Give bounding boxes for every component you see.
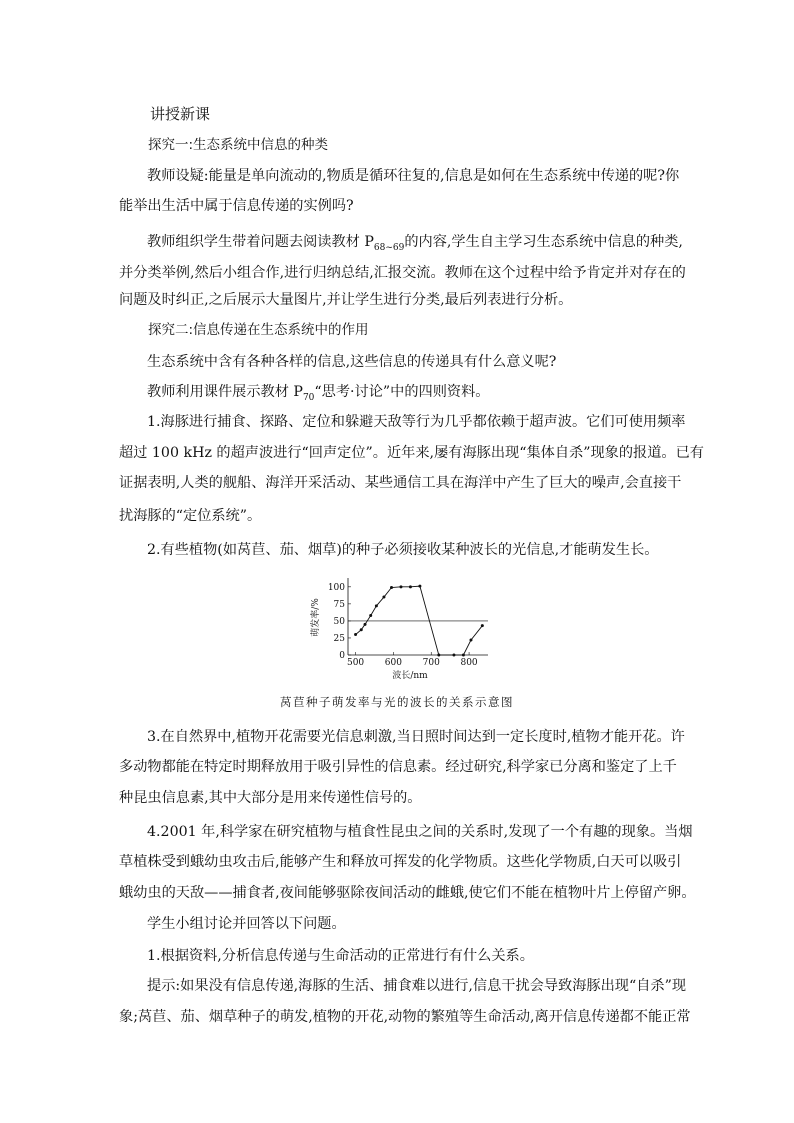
text: 教师利用课件展示教材 P	[147, 384, 303, 400]
x-axis-label: 波长/nm	[392, 671, 428, 681]
series-line	[356, 586, 483, 655]
data-point	[382, 596, 385, 599]
y-tick-label: 100	[327, 582, 345, 593]
material-4: 4.2001 年,科学家在研究植物与植食性昆虫之间的关系时,发现了一个有趣的现象。当烟	[147, 824, 693, 840]
text: “思考·讨论”中的四则资料。	[314, 384, 490, 400]
data-point	[354, 633, 357, 636]
data-point	[462, 654, 465, 657]
chart-caption: 莴苣种子萌发率与光的波长的关系示意图	[280, 695, 514, 709]
paragraph: 生态系统中含有各种各样的信息,这些信息的传递具有什么意义呢?	[147, 354, 557, 370]
question-1: 1.根据资料,分析信息传递与生命活动的正常进行有什么关系。	[147, 948, 534, 964]
y-tick-label: 75	[333, 599, 345, 610]
data-point	[360, 628, 363, 631]
paragraph: 并分类举例,然后小组合作,进行归纳总结,汇报交流。教师在这个过程中给予肯定并对存在的	[119, 265, 686, 281]
data-point	[481, 624, 484, 627]
data-point	[437, 654, 440, 657]
material-1: 超过 100 kHz 的超声波进行“回声定位”。近年来,屡有海豚出现“集体自杀”现象的报道。已有	[119, 445, 704, 461]
material-4: 蛾幼虫的天敌——捕食者,夜间能够驱除夜间活动的雌蛾,使它们不能在植物叶片上停留产卵。	[119, 885, 696, 901]
material-1: 扰海豚的“定位系统”。	[119, 508, 262, 524]
data-point	[375, 604, 378, 607]
data-point	[399, 585, 402, 588]
y-axis-label: 萌发率/%	[311, 598, 321, 637]
data-point	[452, 654, 455, 657]
y-tick-label: 50	[333, 616, 345, 627]
x-tick-label: 600	[384, 658, 402, 668]
text: 的内容,学生自主学习生态系统中信息的种类,	[404, 234, 683, 250]
y-tick-label: 0	[339, 651, 345, 661]
paragraph: 能举出生活中属于信息传递的实例吗?	[119, 198, 354, 214]
text: 教师组织学生带着问题去阅读教材 P	[147, 234, 374, 250]
x-tick-label: 500	[346, 658, 365, 668]
paragraph	[147, 382, 489, 408]
paragraph	[147, 232, 683, 258]
page-subscript: 68~69	[373, 242, 405, 253]
section1-title: 探究一:生态系统中信息的种类	[148, 137, 329, 153]
paragraph: 教师设疑:能量是单向流动的,物质是循环往复的,信息是如何在生态系统中传递的呢?你	[147, 168, 680, 184]
material-1: 证据表明,人类的舰船、海洋开采活动、某些通信工具在海洋中产生了巨大的噪声,会直接干	[119, 475, 682, 491]
hint: 象;莴苣、茄、烟草种子的萌发,植物的开花,动物的繁殖等生命活动,离开信息传递都不能正常	[119, 1009, 691, 1025]
data-point	[418, 585, 421, 588]
data-point	[369, 614, 372, 617]
data-point	[364, 623, 367, 626]
page-subscript: 70	[302, 392, 315, 403]
y-tick-label: 25	[333, 633, 345, 644]
discussion-prompt: 学生小组讨论并回答以下问题。	[147, 916, 346, 932]
paragraph: 问题及时纠正,之后展示大量图片,并让学生进行分类,最后列表进行分析。	[119, 292, 573, 308]
section-heading: 讲授新课	[150, 105, 211, 123]
section2-title: 探究二:信息传递在生态系统中的作用	[148, 322, 369, 338]
germination-chart	[296, 572, 496, 684]
x-tick-label: 800	[460, 658, 478, 668]
material-1: 1.海豚进行捕食、探路、定位和躲避天敌等行为几乎都依赖于超声波。它们可使用频率	[147, 414, 686, 430]
material-3: 3.在自然界中,植物开花需要光信息刺激,当日照时间达到一定长度时,植物才能开花。许	[147, 729, 685, 745]
material-3: 种昆虫信息素,其中大部分是用来传递性信号的。	[119, 790, 422, 806]
material-3: 多动物都能在特定时期释放用于吸引异性的信息素。经过研究,科学家已分离和鉴定了上千	[119, 759, 677, 775]
material-4: 草植株受到蛾幼虫攻击后,能够产生和释放可挥发的化学物质。这些化学物质,白天可以吸引	[119, 854, 682, 870]
x-tick-label: 700	[422, 658, 440, 668]
data-point	[409, 585, 412, 588]
material-2: 2.有些植物(如莴苣、茄、烟草)的种子必须接收某种波长的光信息,才能萌发生长。	[147, 542, 659, 558]
data-point	[390, 586, 393, 589]
hint: 提示:如果没有信息传递,海豚的生活、捕食难以进行,信息干扰会导致海豚出现“自杀”现	[147, 978, 687, 994]
data-point	[469, 639, 472, 642]
